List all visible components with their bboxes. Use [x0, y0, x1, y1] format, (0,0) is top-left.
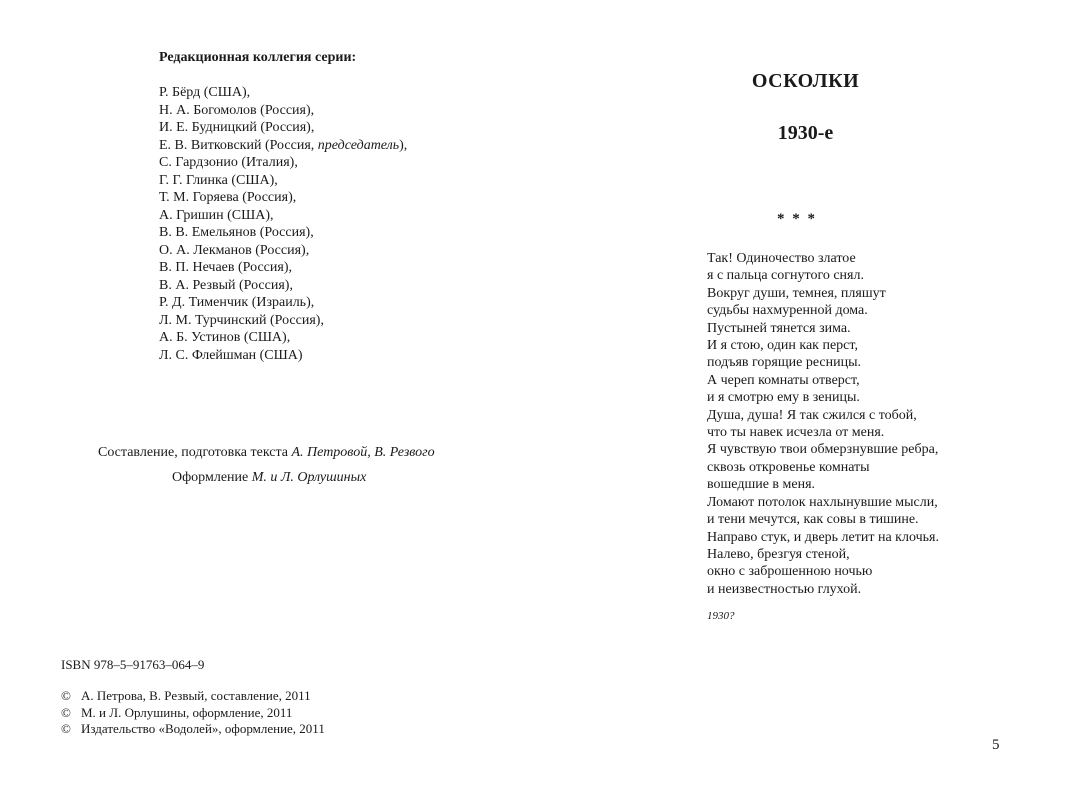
- member-initials: А. Б.: [159, 330, 188, 345]
- poem-line: я с пальца согнутого снял.: [707, 268, 864, 284]
- poem-line: Налево, брезгуя стеной,: [707, 546, 850, 562]
- board-member: [159, 224, 407, 242]
- copyright-list: [61, 688, 325, 738]
- board-member: [159, 154, 407, 172]
- compilation-label: Составление, подготовка текста: [98, 445, 292, 460]
- board-member: [159, 207, 407, 225]
- poem-line: Ломают потолок нахлынувшие мысли,: [707, 494, 938, 510]
- poem-line: и тени мечутся, как совы в тишине.: [707, 512, 919, 528]
- member-initials: Л. М.: [159, 312, 192, 328]
- poem-line: А череп комнаты отверст,: [707, 372, 860, 388]
- copyright-line: [61, 705, 325, 722]
- member-name: Тименчик (Израиль),: [188, 295, 315, 310]
- board-member: [159, 119, 407, 137]
- member-initials: Л. С.: [159, 347, 189, 363]
- member-initials: А.: [159, 207, 173, 223]
- copyright-icon: ©: [61, 704, 71, 720]
- member-name-tail: ),: [399, 137, 408, 153]
- poem-line: Вокруг души, темнея, пляшут: [707, 285, 886, 301]
- member-name: Гришин (США),: [176, 207, 274, 223]
- member-name: Устинов (США),: [191, 330, 291, 345]
- board-member: [159, 347, 407, 365]
- member-initials: Е. В.: [159, 137, 188, 153]
- poem-line: окно с заброшенною ночью: [707, 564, 873, 580]
- board-member: [159, 102, 407, 120]
- member-initials: В. А.: [159, 277, 189, 293]
- poem-line: судьбы нахмуренной дома.: [707, 303, 868, 319]
- poem-line: И я стою, один как перст,: [707, 338, 858, 354]
- poem-line: сквозь откровенье комнаты: [707, 459, 870, 475]
- member-name: Богомолов (Россия),: [193, 102, 315, 118]
- member-initials: Т. М.: [159, 190, 190, 205]
- poem-line: и неизвестностью глухой.: [707, 581, 862, 597]
- poem-line: Я чувствую твои обмерзнувшие ребра,: [707, 442, 939, 458]
- member-initials: Н. А.: [159, 102, 190, 118]
- copyright-icon: ©: [61, 721, 71, 736]
- board-members-list: [159, 84, 407, 364]
- poem-line: подъяв горящие ресницы.: [707, 355, 861, 371]
- member-name: Нечаев (Россия),: [192, 260, 292, 275]
- compilation-names: А. Петровой, В. Резвого: [291, 445, 435, 460]
- copyright-text: А. Петрова, В. Резвый, составление, 2011: [81, 688, 311, 703]
- member-name: Гардзонио (Италия),: [175, 155, 298, 170]
- poem-line: Пустыней тянется зима.: [707, 320, 851, 336]
- member-initials: С.: [159, 155, 172, 170]
- copyright-line: [61, 688, 325, 705]
- member-name: Лекманов (Россия),: [193, 242, 310, 258]
- copyright-icon: ©: [61, 688, 71, 703]
- board-member: [159, 312, 407, 330]
- section-years: 1930-е: [777, 122, 834, 144]
- member-initials: Р.: [159, 85, 169, 100]
- board-title: Редакционная коллегия серии:: [159, 50, 357, 65]
- member-initials: О. А.: [159, 242, 190, 258]
- design-credit: [172, 469, 366, 487]
- member-name: Горяева (Россия),: [192, 190, 297, 205]
- poem-line: вошедшие в меня.: [707, 477, 816, 493]
- member-name: Глинка (США),: [186, 172, 278, 188]
- member-name: Емельянов (Россия),: [191, 225, 314, 240]
- member-name: Турчинский (Россия),: [194, 312, 324, 328]
- poem-date: 1930?: [707, 610, 735, 622]
- member-name: Бёрд (США),: [172, 85, 251, 100]
- page-number: 5: [992, 737, 1000, 753]
- member-initials: В. П.: [159, 260, 189, 275]
- board-member: [159, 329, 407, 347]
- member-initials: В. В.: [159, 225, 189, 240]
- member-name: Витковский (Россия,: [190, 137, 318, 153]
- poem-separator: * * *: [777, 211, 817, 227]
- board-member: [159, 137, 407, 155]
- board-member: [159, 277, 407, 295]
- board-member: [159, 172, 407, 190]
- design-label: Оформление: [172, 470, 252, 485]
- copyright-line: [61, 721, 325, 738]
- board-member: [159, 242, 407, 260]
- member-name: Будницкий (Россия),: [191, 120, 315, 135]
- member-initials: И. Е.: [159, 120, 189, 135]
- member-role: председатель: [317, 137, 400, 153]
- poem-line: Направо стук, и дверь летит на клочья.: [707, 529, 939, 545]
- member-name: Резвый (Россия),: [192, 277, 293, 293]
- member-name: Флейшман (США): [191, 347, 303, 363]
- member-initials: Р. Д.: [159, 295, 186, 310]
- copyright-text: Издательство «Водолей», оформление, 2011: [81, 721, 325, 736]
- copyright-text: М. и Л. Орлушины, оформление, 2011: [81, 704, 293, 720]
- poem-text: [707, 250, 939, 598]
- compilation-credit: [98, 444, 435, 462]
- poem-line: Душа, душа! Я так сжился с тобой,: [707, 407, 917, 423]
- book-title: ОСКОЛКИ: [751, 70, 860, 92]
- right-page: [537, 0, 1074, 800]
- design-names: М. и Л. Орлушиных: [251, 470, 367, 485]
- member-initials: Г. Г.: [159, 172, 183, 188]
- poem-line: что ты навек исчезла от меня.: [707, 425, 885, 441]
- board-member: [159, 189, 407, 207]
- board-member: [159, 84, 407, 102]
- poem-line: и я смотрю ему в зеницы.: [707, 390, 860, 406]
- board-member: [159, 294, 407, 312]
- poem-line: Так! Одиночество златое: [707, 251, 856, 266]
- board-member: [159, 259, 407, 277]
- isbn: ISBN 978–5–91763–064–9: [61, 657, 205, 672]
